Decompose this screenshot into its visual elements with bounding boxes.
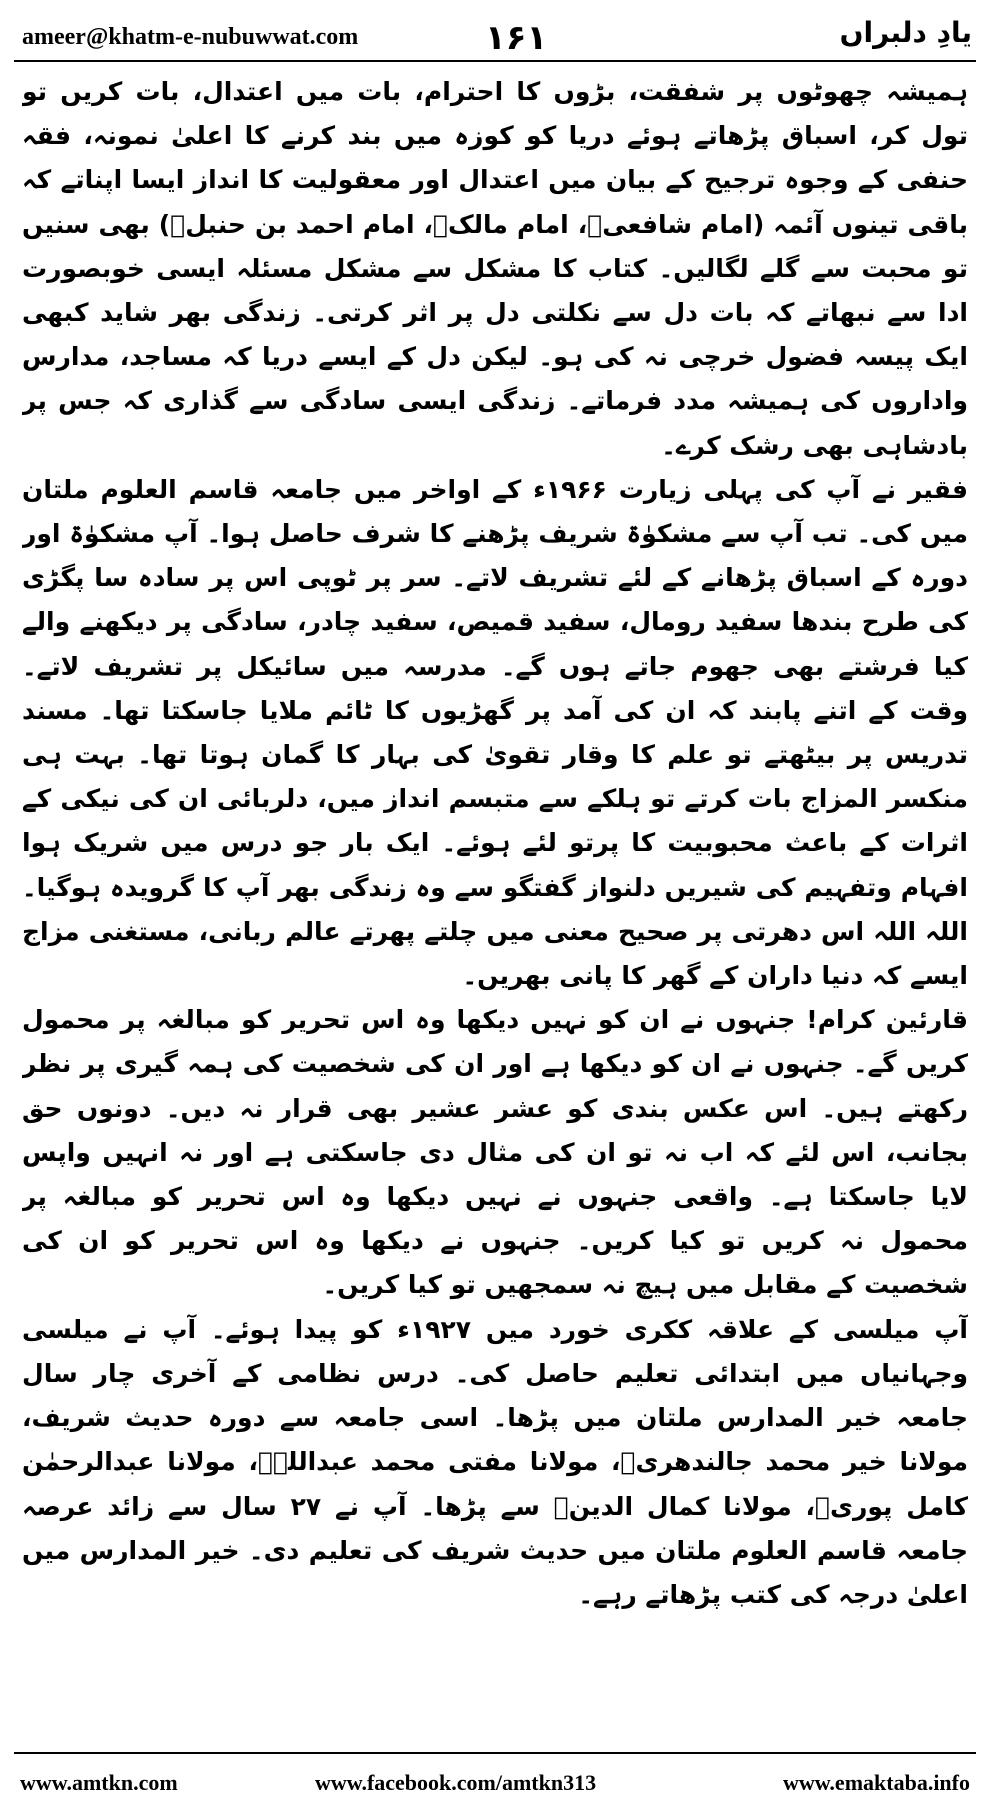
- page-footer: [10, 1762, 980, 1802]
- paragraph: قارئین کرام! جنہوں نے ان کو نہیں دیکھا وہ اس تحریر کو مبالغہ پر محمول کریں گے۔ جنہوں نے ان کو دیکھا ہے اور ان کی شخصیت کی ہمہ گیری پر نظر رکھتے ہیں۔ اس عکس بندی کو عشر عشیر بھی قرار نہ دیں۔ دونوں حق بجانب، اس لئے کہ اب نہ تو ان کی مثال دی جاسکتی ہے اور نہ انہیں واپس لایا جاسکتا ہے۔ واقعی جنہوں نے نہیں دیکھا وہ اس تحریر کو مبالغہ پر محمول نہ کریں تو کیا کریں۔ جنہوں نے دیکھا وہ اس تحریر کو ان کی شخصیت کے مقابل میں ہیچ نہ سمجھیں تو کیا کریں۔: [22, 1005, 968, 1300]
- footer-site-link[interactable]: www.amtkn.com: [20, 1770, 178, 1795]
- header-divider: [14, 60, 976, 62]
- book-title: یادِ دلبراں: [839, 16, 972, 49]
- header-email: ameer@khatm-e-nubuwwat.com: [22, 24, 359, 50]
- paragraph: فقیر نے آپ کی پہلی زیارت ۱۹۶۶ء کے اواخر میں جامعہ قاسم العلوم ملتان میں کی۔ تب آپ سے مشکوٰۃ شریف پڑھنے کا شرف حاصل ہوا۔ آپ مشکوٰۃ اور دورہ کے اسباق پڑھانے کے لئے تشریف لاتے۔ سر پر ٹوپی اس پر سادہ سا پگڑی کی طرح بندھا سفید رومال، سفید قمیص، سفید چادر، سادگی پر دیکھنے والے کیا فرشتے بھی جھوم جاتے ہوں گے۔ مدرسہ میں سائیکل پر تشریف لاتے۔ وقت کے اتنے پابند کہ ان کی آمد پر گھڑیوں کا ٹائم ملایا جاسکتا تھا۔ مسند تدریس پر بیٹھتے تو علم کا وقار تقویٰ کی بہار کا گمان ہوتا تھا۔ بہت ہی منکسر المزاج بات کرتے تو ہلکے سے متبسم انداز میں، دلربائی ان کی نیکی کے اثرات کے باعث محبوبیت کا پرتو لئے ہوئے۔ ایک بار جو درس میں شریک ہوا افہام وتفہیم کی شیریں دلنواز گفتگو سے وہ زندگی بھر آپ کا گرویدہ ہوگیا۔ اللہ اللہ اس دھرتی پر صحیح معنی میں چلتے پھرتے عالم ربانی، مستغنی مزاج ایسے کہ دنیا داران کے گھر کا پانی بھریں۔: [22, 474, 968, 991]
- footer-library-link[interactable]: www.emaktaba.info: [782, 1770, 970, 1795]
- page-number: ۱۶۱: [485, 18, 548, 58]
- page-body: [22, 70, 968, 1742]
- page-header: [10, 14, 980, 58]
- footer-divider: [14, 1752, 976, 1754]
- paragraph: ہمیشہ چھوٹوں پر شفقت، بڑوں کا احترام، بات میں اعتدال، بات کریں تو تول کر، اسباق پڑھاتے ہوئے دریا کو کوزہ میں بند کرنے کا اعلیٰ نمونہ، فقہ حنفی کے وجوہ ترجیح کے بیان میں اعتدال اور معقولیت کا انداز ایسا اپناتے کہ باقی تینوں آئمہ (امام شافعیؒ، امام مالکؒ، امام احمد بن حنبلؒ) بھی سنیں تو محبت سے گلے لگالیں۔ کتاب کا مشکل سے مشکل مسئلہ ایسی خوبصورت ادا سے نبھاتے کہ بات دل سے نکلتی دل پر اثر کرتی۔ زندگی بھر شاید کبھی ایک پیسہ فضول خرچی نہ کی ہو۔ لیکن دل کے ایسے دریا کہ مساجد، مدارس واداروں کی ہمیشہ مدد فرماتے۔ زندگی ایسی سادگی سے گذاری کہ جس پر بادشاہی بھی رشک کرے۔: [22, 77, 968, 460]
- paragraph: آپ میلسی کے علاقہ ککری خورد میں ۱۹۲۷ء کو پیدا ہوئے۔ آپ نے میلسی وجہانیاں میں ابتدائی تعلیم حاصل کی۔ درس نظامی کے آخری چار سال جامعہ خیر المدارس ملتان میں پڑھا۔ اسی جامعہ سے دورہ حدیث شریف، مولانا خیر محمد جالندھریؒ، مولانا مفتی محمد عبداللہؒ، مولانا عبدالرحمٰن کامل پوریؒ، مولانا کمال الدینؒ سے پڑھا۔ آپ نے ۲۷ سال سے زائد عرصہ جامعہ قاسم العلوم ملتان میں حدیث شریف کی تعلیم دی۔ خیر المدارس میں اعلیٰ درجہ کی کتب پڑھاتے رہے۔: [22, 1314, 968, 1609]
- footer-facebook-link[interactable]: www.facebook.com/amtkn313: [315, 1770, 597, 1795]
